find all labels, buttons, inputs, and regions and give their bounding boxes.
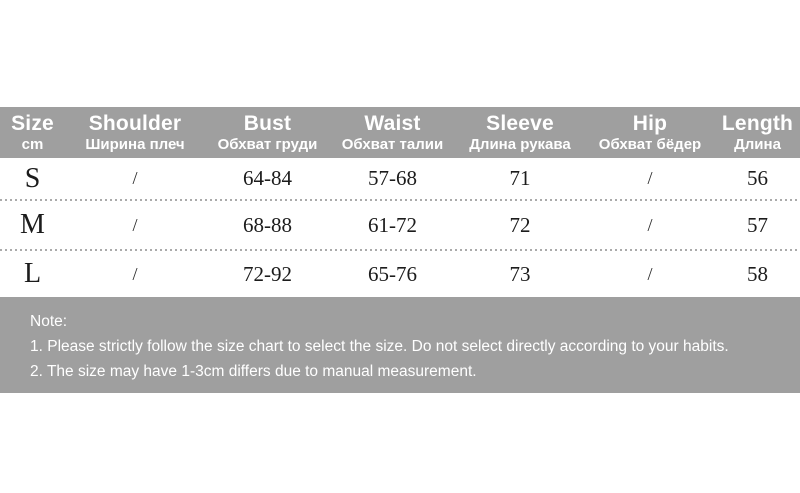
- column-header-size-en: Size: [11, 112, 54, 135]
- cell-m-bust: 68-88: [243, 212, 292, 237]
- column-header-size: [0, 107, 65, 158]
- cell-s-size: S: [24, 162, 41, 194]
- cell-l-bust: 72-92: [243, 261, 292, 286]
- column-header-shoulder-en: Shoulder: [88, 112, 182, 135]
- column-header-length-sub: Длина: [734, 136, 781, 153]
- column-header-hip-sub: Обхват бёдер: [598, 136, 702, 153]
- column-header-hip-en: Hip: [632, 112, 668, 135]
- cell-s-shoulder: /: [132, 168, 138, 188]
- column-header-sleeve: [455, 107, 585, 158]
- cell-s-length: 56: [747, 166, 768, 190]
- cell-m-waist: 61-72: [368, 212, 417, 237]
- column-header-length-en: Length: [721, 112, 794, 135]
- column-header-hip: [585, 107, 715, 158]
- column-header-shoulder-sub: Ширина плеч: [85, 136, 185, 153]
- cell-s-waist: 57-68: [368, 166, 417, 190]
- cell-l-sleeve: 73: [509, 261, 531, 286]
- column-header-waist-en: Waist: [364, 112, 421, 135]
- cell-s-sleeve: 71: [509, 166, 531, 190]
- cell-l-size: L: [23, 258, 42, 289]
- cell-s-hip: /: [647, 168, 653, 188]
- column-header-bust-sub: Обхват груди: [217, 136, 318, 153]
- note-line-1: 1. Please strictly follow the size chart to select the size. Do not select directly according to your habits.: [30, 338, 729, 355]
- column-header-sleeve-sub: Длина рукава: [469, 136, 571, 153]
- table-row-size-s: [0, 158, 800, 199]
- column-header-bust: [205, 107, 330, 158]
- cell-m-length: 57: [747, 212, 768, 237]
- table-row-size-l: [0, 251, 800, 297]
- column-header-length: [715, 107, 800, 158]
- note-title: Note:: [30, 313, 68, 330]
- cell-l-waist: 65-76: [368, 261, 417, 286]
- column-header-waist: [330, 107, 455, 158]
- note-line-2: 2. The size may have 1-3cm differs due to manual measurement.: [30, 363, 477, 380]
- cell-m-shoulder: /: [132, 214, 138, 235]
- cell-m-size: M: [20, 209, 45, 240]
- column-header-shoulder: [65, 107, 205, 158]
- cell-m-sleeve: 72: [509, 212, 531, 237]
- column-header-sleeve-en: Sleeve: [486, 112, 554, 135]
- cell-l-hip: /: [647, 263, 653, 284]
- cell-m-hip: /: [647, 214, 653, 235]
- table-row-size-m: [0, 201, 800, 249]
- column-header-waist-sub: Обхват талии: [341, 136, 444, 153]
- column-header-size-sub: cm: [21, 136, 44, 153]
- column-header-bust-en: Bust: [243, 112, 292, 135]
- note-section: [0, 297, 800, 393]
- table-header-row: [0, 107, 800, 158]
- cell-l-length: 58: [747, 261, 768, 286]
- cell-s-bust: 64-84: [243, 166, 292, 190]
- cell-l-shoulder: /: [132, 263, 138, 284]
